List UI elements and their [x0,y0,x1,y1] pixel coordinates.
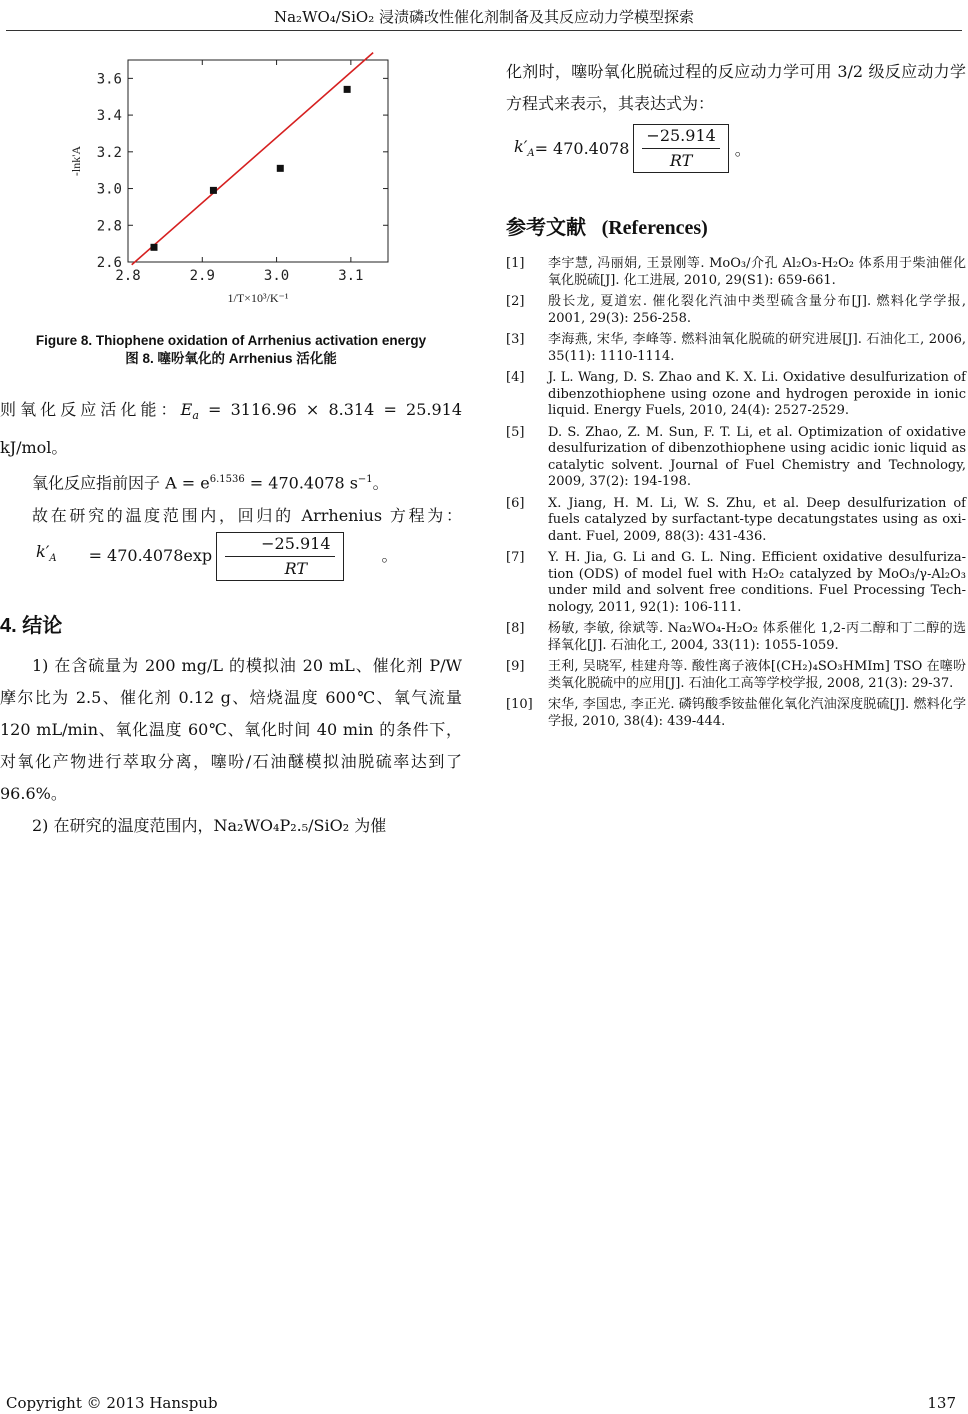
y-tick-label: 3.2 [96,144,122,161]
fit-line [132,53,373,265]
k-letter: k′ [514,137,528,157]
y-tick-label: 3.0 [96,181,122,198]
equation-bracket [216,532,343,581]
kinetics-equation-row [510,124,966,173]
left-column [0,48,462,842]
x-tick-label: 3.0 [263,268,290,284]
fraction-denominator: RT [669,151,693,170]
reference-text: X. Jiang, H. M. Li, W. S. Zhu, et al. Deep desulfurization of fuels catalyzed by surfactant-type decatungstates using as oxi-dant. Fuel, 2009, 88(3): 431-436. [548,495,966,544]
equation-end: 。 [734,140,751,159]
reference-item [506,550,966,616]
reference-item [506,332,966,365]
equation-bracket [633,124,728,173]
ea-subscript: a [192,409,199,423]
reference-number: [4] [506,370,525,385]
ea-value: = 3116.96 × 8.314 = 25.914 kJ/mol。 [0,400,462,458]
section-title-conclusion: 4. 结论 [0,614,63,637]
arrhenius-chart-svg [0,48,462,308]
fraction-numerator: −25.914 [642,124,719,149]
k-subscript: A [527,148,535,160]
footer-copyright: Copyright © 2013 Hanspub [6,1394,218,1412]
k-symbol [4,536,57,575]
data-point [344,86,351,93]
reference-item [506,425,966,491]
y-tick-label: 3.4 [96,108,122,125]
running-header: Na₂WO₄/SiO₂ 浸渍磷改性催化剂制备及其反应动力学模型探索 [273,8,695,26]
reference-text: J. L. Wang, D. S. Zhao and K. X. Li. Oxidative desulfurization of dibenzothiophene using ozone and hydrogen peroxide in ionic liquid. Energy Fuels, 2010, 24(4): 2527-2529. [548,370,966,418]
reference-text: 宋华, 李国忠, 李正光. 磷钨酸季铵盐催化氧化汽油深度脱硫[J]. 燃料化学学报, 2010, 38(4): 439-444. [548,697,966,729]
arrhenius-chart [0,48,462,308]
reference-item [506,496,966,546]
figure-caption-cn: 图 8. 噻吩氧化的 Arrhenius 活化能 [125,351,337,366]
x-axis-label: 1/T×10³/K⁻¹ [227,291,289,305]
reference-number: [10] [506,697,533,712]
data-point [151,244,158,251]
reference-item [506,256,966,289]
ea-symbol: E [180,400,193,419]
reference-text: 王利, 吴晓军, 桂建舟等. 酸性离子液体[(CH₂)₄SO₃HMIm] TSO 在噻吩类氧化脱硫中的应用[J]. 石油化工高等学校学报, 2008, 21(3): 29-37. [548,659,966,691]
arrhenius-intro-text: 故在研究的温度范围内，回归的 Arrhenius 方程为： [32,505,462,525]
equation-coefficient: = 470.4078 [534,139,630,158]
reference-item [506,621,966,654]
reference-item [506,294,966,327]
data-point [277,165,284,172]
prefactor-value: = 470.4078 s [244,473,358,493]
reference-number: [2] [506,294,525,309]
reference-list [506,256,966,730]
k-subscript: A [49,553,57,565]
k-symbol [514,137,535,159]
conclusion-2: 2) 在研究的温度范围内，Na₂WO₄P₂.₅/SiO₂ 为催 [32,815,387,835]
reference-number: [7] [506,550,525,565]
ea-prefix: 则氧化反应活化能： [0,400,181,419]
reference-item [506,659,966,692]
kinetics-equation [514,124,751,173]
prefactor-end: 。 [372,473,389,493]
prefactor-prefix: 氧化反应指前因子 A = e [32,473,210,493]
equation-end: 。 [381,546,398,566]
references-title-en: (References) [601,217,708,239]
y-tick-label: 3.6 [96,71,122,88]
y-axis-label: -lnk'A [69,145,83,177]
conclusion-1: 1) 在含硫量为 200 mg/L 的模拟油 20 mL、催化剂 P/W 摩尔比为 2.5、催化剂 0.12 g、焙烧温度 600℃、氧气流量 120 mL/min、氧化温度 60℃、氧化时间 40 min 的条件下，对氧化产物进行萃取分离，噻吩/石油醚模拟油脱硫率达到了 96.6%。 [0,655,462,803]
reference-number: [3] [506,332,525,347]
page-number: 137 [927,1394,956,1412]
references-title-cn: 参考文献 [506,217,586,239]
reference-number: [8] [506,621,525,636]
x-tick-label: 2.9 [189,268,215,284]
reference-text: 李宇慧, 冯丽娟, 王景刚等. MoO₃/介孔 Al₂O₃-H₂O₂ 体系用于柴油催化氧化脱硫[J]. 化工进展, 2010, 29(S1): 659-661. [548,256,966,288]
activation-energy-paragraph [0,394,462,464]
reference-number: [6] [506,495,525,511]
prefactor-unit-exponent: −1 [357,474,373,486]
fraction-denominator: RT [284,558,308,578]
reference-number: [5] [506,424,525,440]
fraction-numerator: −25.914 [225,532,334,557]
arrhenius-equation [4,532,398,581]
data-point [210,187,217,194]
reference-text: D. S. Zhao, Z. M. Sun, F. T. Li, et al. Optimization of oxidative desulfurization of dibenzothiophene using acidic ionic liquid as catalytic solvent. Journal of Fuel Chemistry and Technology, 2009, 37(2): 194-198. [548,424,966,489]
reference-number: [1] [506,256,525,271]
kinetics-paragraph: 化剂时，噻吩氧化脱硫过程的反应动力学可用 3/2 级反应动力学方程式来表示，其表达式为： [506,62,966,113]
reference-item [506,370,966,420]
reference-item [506,697,966,730]
figure-caption-en: Figure 8. Thiophene oxidation of Arrhenius activation energy [35,333,427,348]
x-tick-label: 2.8 [115,268,141,284]
k-letter: k′ [36,542,50,562]
reference-text: 杨敏, 李敏, 徐斌等. Na₂WO₄-H₂O₂ 体系催化 1,2-丙二醇和丁二醇的选择氧化[J]. 石油化工, 2004, 33(11): 1055-1059. [548,621,966,653]
right-column [506,56,966,735]
reference-text: Y. H. Jia, G. Li and G. L. Ning. Efficient oxidative desulfuriza-tion (ODS) of model fuel with H₂O₂ catalyzed by MoO₃/γ-Al₂O₃ under mild and solvent free conditions. Fuel Processing Tech-nology, 2011, 92(1): 106-111. [548,550,966,615]
reference-number: [9] [506,659,525,674]
equation-coefficient: = 470.4078exp [88,546,213,566]
x-tick-label: 3.1 [338,268,364,284]
reference-text: 李海燕, 宋华, 李峰等. 燃料油氧化脱硫的研究进展[J]. 石油化工, 2006, 35(11): 1110-1114. [548,332,966,364]
y-tick-label: 2.6 [96,255,122,271]
figure-caption [0,332,462,368]
references-title [506,211,966,240]
y-tick-label: 2.8 [96,218,122,235]
arrhenius-equation-paragraph [0,500,462,581]
reference-text: 殷长龙, 夏道宏. 催化裂化汽油中类型硫含量分布[J]. 燃料化学学报, 2001, 29(3): 256-258. [548,294,966,326]
header-rule [6,30,962,31]
prefactor-exponent: 6.1536 [209,474,245,486]
prefactor-paragraph [0,464,462,499]
